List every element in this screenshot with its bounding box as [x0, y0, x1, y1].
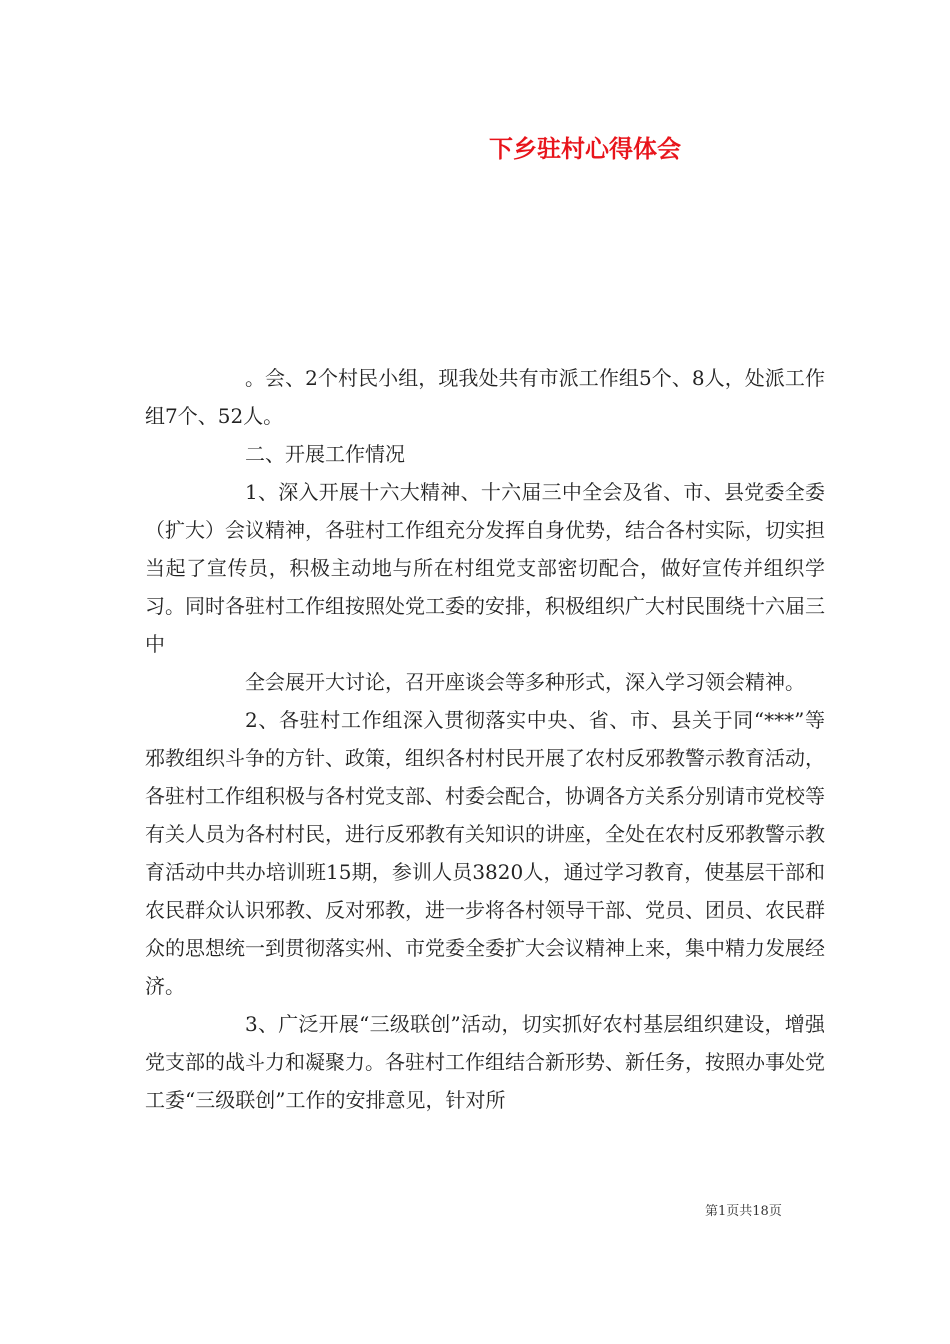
document-body	[145, 359, 825, 1119]
paragraph-1-continued: 全会展开大讨论，召开座谈会等多种形式，深入学习领会精神。	[245, 670, 805, 694]
section-heading-work: 二、开展工作情况	[245, 442, 405, 466]
page-number: 第1页共18页	[705, 1204, 782, 1219]
paragraph-1: 1、深入开展十六大精神、十六届三中全会及省、市、县党委全委（扩大）会议精神，各驻村工作组充分发挥自身优势，结合各村实际，切实担当起了宣传员，积极主动地与所在村组党支部密切配合，做好宣传并组织学习。同时各驻村工作组按照处党工委的安排，积极组织广大村民围绕十六届三中	[145, 480, 825, 656]
paragraph-3: 3、广泛开展“三级联创”活动，切实抓好农村基层组织建设，增强党支部的战斗力和凝聚力。各驻村工作组结合新形势、新任务，按照办事处党工委“三级联创”工作的安排意见，针对所	[145, 1012, 825, 1112]
paragraph-intro: 。会、2个村民小组，现我处共有市派工作组5个、8人，处派工作组7个、52人。	[145, 366, 825, 428]
paragraph-2: 2、各驻村工作组深入贯彻落实中央、省、市、县关于同“***”等邪教组织斗争的方针、政策，组织各村村民开展了农村反邪教警示教育活动，各驻村工作组积极与各村党支部、村委会配合，协调各方关系分别请市党校等有关人员为各村村民，进行反邪教有关知识的讲座，全处在农村反邪教警示教育活动中共办培训班15期，参训人员3820人，通过学习教育，使基层干部和农民群众认识邪教、反对邪教，进一步将各村领导干部、党员、团员、农民群众的思想统一到贯彻落实州、市党委全委扩大会议精神上来，集中精力发展经济。	[145, 708, 825, 998]
page-title: 下乡驻村心得体会	[489, 135, 681, 163]
